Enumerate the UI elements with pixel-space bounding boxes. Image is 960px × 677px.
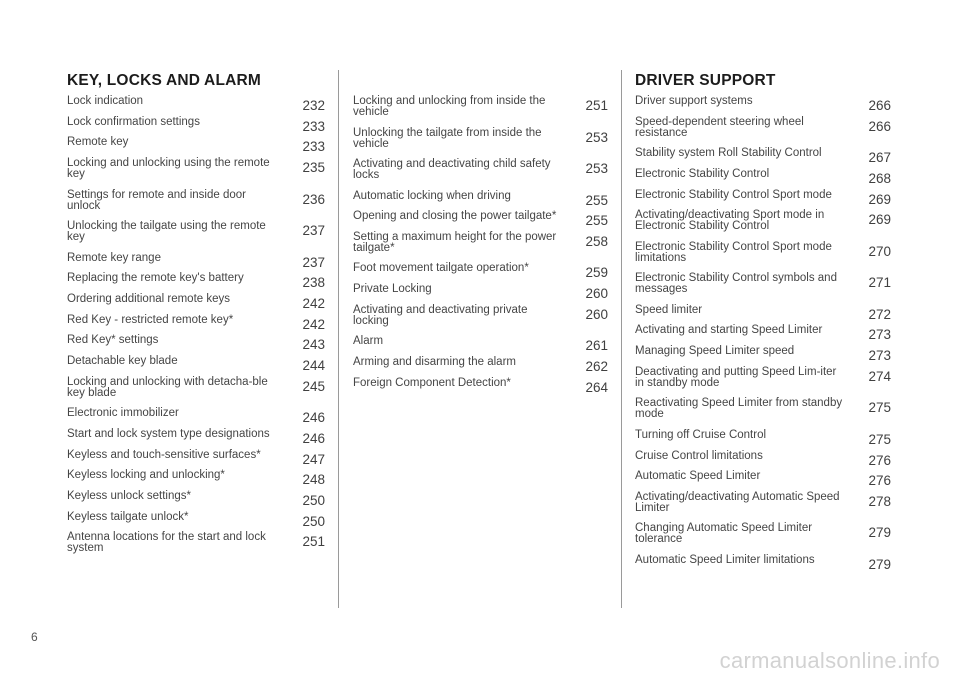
toc-entry-page: 268 bbox=[868, 170, 891, 186]
toc-entry[interactable] bbox=[67, 470, 325, 491]
toc-entry-page: 267 bbox=[868, 150, 891, 166]
toc-entry-title: Setting a maximum height for the power tailgate* bbox=[353, 230, 557, 254]
toc-entry-page: 270 bbox=[868, 243, 891, 259]
toc-entry-page: 242 bbox=[302, 295, 325, 311]
toc-entry-page: 250 bbox=[302, 492, 325, 508]
toc-entry[interactable] bbox=[67, 491, 325, 512]
toc-entry-page: 255 bbox=[585, 192, 608, 208]
toc-entry-title: Arming and disarming the alarm bbox=[353, 355, 516, 368]
toc-entry-title: Activating/deactivating Automatic Speed Limiter bbox=[635, 490, 840, 514]
toc-entry[interactable] bbox=[635, 96, 891, 117]
toc-entry[interactable] bbox=[635, 430, 891, 451]
toc-entry[interactable] bbox=[635, 117, 891, 149]
toc-entry-page: 251 bbox=[585, 98, 608, 113]
toc-entry-page: 276 bbox=[868, 452, 891, 468]
toc-entry-title: Deactivating and putting Speed Lim-iter in standby mode bbox=[635, 365, 837, 389]
toc-entry-title: Opening and closing the power tailgate* bbox=[353, 210, 557, 223]
toc-entry-title: Replacing the remote key's battery bbox=[67, 272, 244, 285]
toc-entry-title: Electronic immobilizer bbox=[67, 407, 179, 420]
toc-entry[interactable] bbox=[353, 357, 608, 378]
toc-entry-title: Settings for remote and inside door unlock bbox=[67, 188, 246, 212]
toc-entry-page: 245 bbox=[302, 378, 325, 394]
toc-entry-page: 271 bbox=[868, 275, 891, 291]
toc-entry-page: 236 bbox=[302, 191, 325, 207]
toc-entry[interactable] bbox=[67, 221, 325, 253]
toc-entry-title: Automatic Speed Limiter bbox=[635, 470, 761, 483]
toc-entry[interactable] bbox=[353, 336, 608, 357]
toc-entry-title: Turning off Cruise Control bbox=[635, 428, 767, 441]
toc-entry[interactable] bbox=[635, 242, 891, 274]
toc-entry-page: 248 bbox=[302, 472, 325, 488]
toc-entry[interactable] bbox=[67, 96, 325, 117]
toc-entry[interactable] bbox=[635, 325, 891, 346]
toc-entry-page: 242 bbox=[302, 316, 325, 332]
toc-list bbox=[635, 96, 891, 576]
section-heading-driver-support: DRIVER SUPPORT bbox=[635, 72, 776, 89]
toc-entry[interactable] bbox=[635, 148, 891, 169]
toc-entry-page: 273 bbox=[868, 327, 891, 343]
toc-entry[interactable] bbox=[67, 408, 325, 429]
column-divider bbox=[338, 70, 339, 608]
toc-entry[interactable] bbox=[67, 377, 325, 409]
toc-entry-title: Unlocking the tailgate using the remote key bbox=[67, 220, 266, 244]
toc-entry[interactable] bbox=[635, 492, 891, 524]
toc-entry[interactable] bbox=[353, 305, 608, 337]
toc-entry-title: Locking and unlocking from inside the vehicle bbox=[353, 95, 546, 118]
toc-entry-title: Speed-dependent steering wheel resistance bbox=[635, 115, 804, 139]
toc-entry-title: Lock confirmation settings bbox=[67, 115, 200, 128]
toc-entry-title: Automatic Speed Limiter limitations bbox=[635, 553, 815, 566]
toc-entry-title: Locking and unlocking using the remote key bbox=[67, 157, 270, 181]
toc-entry-page: 262 bbox=[585, 358, 608, 374]
toc-entry[interactable] bbox=[635, 190, 891, 211]
toc-entry[interactable] bbox=[635, 169, 891, 190]
toc-entry-page: 266 bbox=[868, 98, 891, 113]
toc-entry[interactable] bbox=[67, 137, 325, 158]
toc-entry[interactable] bbox=[67, 429, 325, 450]
toc-entry-page: 258 bbox=[585, 233, 608, 249]
toc-entry[interactable] bbox=[635, 451, 891, 472]
toc-entry-title: Antenna locations for the start and lock system bbox=[67, 531, 266, 555]
toc-entry-title: Ordering additional remote keys bbox=[67, 292, 230, 305]
toc-entry[interactable] bbox=[353, 159, 608, 191]
toc-entry-page: 269 bbox=[868, 191, 891, 207]
toc-entry-page: 269 bbox=[868, 212, 891, 228]
toc-entry[interactable] bbox=[67, 335, 325, 356]
toc-entry-title: Driver support systems bbox=[635, 95, 753, 107]
toc-entry-title: Keyless unlock settings* bbox=[67, 489, 192, 502]
column-divider bbox=[621, 70, 622, 608]
toc-entry-page: 264 bbox=[585, 379, 608, 395]
toc-entry-page: 274 bbox=[868, 368, 891, 384]
toc-entry[interactable] bbox=[353, 128, 608, 160]
toc-entry-title: Red Key* settings bbox=[67, 334, 159, 347]
toc-entry-title: Foreign Component Detection* bbox=[353, 376, 511, 389]
toc-entry-title: Keyless tailgate unlock* bbox=[67, 510, 189, 523]
toc-entry[interactable] bbox=[353, 232, 608, 264]
toc-entry-title: Electronic Stability Control Sport mode limitations bbox=[635, 240, 832, 264]
toc-entry-title: Electronic Stability Control Sport mode bbox=[635, 188, 832, 201]
toc-entry-title: Electronic Stability Control bbox=[635, 167, 770, 180]
toc-entry[interactable] bbox=[67, 315, 325, 336]
toc-entry[interactable] bbox=[635, 346, 891, 367]
toc-entry-title: Speed limiter bbox=[635, 303, 703, 316]
watermark: carmanualsonline.info bbox=[719, 648, 940, 673]
toc-entry-page: 232 bbox=[302, 98, 325, 113]
toc-entry[interactable] bbox=[353, 96, 608, 128]
toc-entry-title: Remote key bbox=[67, 136, 129, 149]
toc-list bbox=[67, 96, 325, 564]
toc-entry-page: 275 bbox=[868, 400, 891, 416]
toc-entry-page: 276 bbox=[868, 473, 891, 489]
toc-entry[interactable] bbox=[67, 294, 325, 315]
toc-entry[interactable] bbox=[635, 305, 891, 326]
toc-entry[interactable] bbox=[67, 512, 325, 533]
toc-entry-title: Private Locking bbox=[353, 283, 432, 296]
toc-entry-page: 243 bbox=[302, 337, 325, 353]
toc-entry-page: 279 bbox=[868, 556, 891, 572]
toc-entry-page: 261 bbox=[585, 338, 608, 354]
toc-entry-page: 235 bbox=[302, 160, 325, 176]
toc-entry-title: Keyless and touch-sensitive surfaces* bbox=[67, 448, 261, 461]
toc-entry-title: Reactivating Speed Limiter from standby mode bbox=[635, 397, 843, 421]
toc-entry-page: 233 bbox=[302, 118, 325, 134]
toc-entry-page: 260 bbox=[585, 306, 608, 322]
toc-entry[interactable] bbox=[67, 273, 325, 294]
toc-entry-page: 246 bbox=[302, 410, 325, 426]
toc-entry-title: Detachable key blade bbox=[67, 355, 178, 367]
toc-entry-title: Stability system Roll Stability Control bbox=[635, 147, 822, 160]
toc-entry[interactable] bbox=[67, 532, 325, 564]
toc-entry-page: 253 bbox=[585, 161, 608, 176]
toc-entry-page: 272 bbox=[868, 306, 891, 322]
toc-entry[interactable] bbox=[635, 471, 891, 492]
toc-entry[interactable] bbox=[635, 367, 891, 399]
toc-entry[interactable] bbox=[353, 211, 608, 232]
toc-entry-page: 244 bbox=[302, 358, 325, 373]
toc-entry-title: Activating and starting Speed Limiter bbox=[635, 324, 823, 337]
toc-entry-title: Managing Speed Limiter speed bbox=[635, 345, 795, 358]
toc-entry[interactable] bbox=[635, 523, 891, 555]
toc-entry-page: 259 bbox=[585, 265, 608, 281]
toc-entry-title: Lock indication bbox=[67, 95, 144, 107]
toc-entry-page: 233 bbox=[302, 139, 325, 155]
toc-entry-page: 237 bbox=[302, 254, 325, 270]
toc-entry[interactable] bbox=[67, 253, 325, 274]
toc-entry-title: Activating and deactivating child safety locks bbox=[353, 158, 551, 181]
toc-entry[interactable] bbox=[67, 450, 325, 471]
toc-entry-page: 237 bbox=[302, 223, 325, 239]
toc-entry-title: Changing Automatic Speed Limiter tolerance bbox=[635, 522, 813, 546]
toc-entry[interactable] bbox=[67, 158, 325, 190]
toc-entry[interactable] bbox=[67, 356, 325, 377]
toc-entry-title: Electronic Stability Control symbols and messages bbox=[635, 272, 837, 296]
toc-entry-title: Activating/deactivating Sport mode in Electronic Stability Control bbox=[635, 209, 825, 233]
toc-entry-page: 253 bbox=[585, 129, 608, 145]
toc-entry-page: 273 bbox=[868, 348, 891, 364]
toc-entry-title: Automatic locking when driving bbox=[353, 189, 511, 202]
toc-entry-page: 279 bbox=[868, 525, 891, 541]
toc-entry-page: 247 bbox=[302, 451, 325, 467]
toc-entry[interactable] bbox=[353, 378, 608, 399]
toc-entry-title: Activating and deactivating private locking bbox=[353, 303, 528, 327]
toc-entry[interactable] bbox=[353, 263, 608, 284]
section-heading-key-locks-alarm: KEY, LOCKS AND ALARM bbox=[67, 72, 262, 89]
toc-entry[interactable] bbox=[67, 190, 325, 222]
toc-entry-title: Remote key range bbox=[67, 251, 161, 264]
toc-entry[interactable] bbox=[635, 398, 891, 430]
toc-entry-page: 246 bbox=[302, 430, 325, 446]
toc-entry[interactable] bbox=[635, 555, 891, 576]
toc-entry[interactable] bbox=[353, 191, 608, 212]
toc-entry-page: 251 bbox=[302, 534, 325, 550]
toc-entry-page: 250 bbox=[302, 513, 325, 529]
toc-entry[interactable] bbox=[635, 273, 891, 305]
toc-entry[interactable] bbox=[353, 284, 608, 305]
toc-entry-title: Locking and unlocking with detacha-ble key blade bbox=[67, 375, 268, 399]
toc-entry-title: Unlocking the tailgate from inside the vehicle bbox=[353, 126, 542, 150]
toc-entry[interactable] bbox=[635, 210, 891, 242]
toc-entry-title: Keyless locking and unlocking* bbox=[67, 469, 225, 482]
toc-entry-page: 275 bbox=[868, 431, 891, 447]
toc-entry-title: Cruise Control limitations bbox=[635, 449, 763, 462]
page-number: 6 bbox=[31, 630, 38, 644]
toc-entry-title: Foot movement tailgate operation* bbox=[353, 262, 529, 275]
toc-entry-page: 278 bbox=[868, 493, 891, 509]
toc-entry-page: 266 bbox=[868, 118, 891, 134]
toc-list bbox=[353, 96, 608, 398]
toc-entry-title: Red Key - restricted remote key* bbox=[67, 313, 234, 326]
toc-entry[interactable] bbox=[67, 117, 325, 138]
toc-entry-title: Start and lock system type designations bbox=[67, 427, 270, 440]
toc-entry-page: 260 bbox=[585, 286, 608, 302]
toc-entry-page: 255 bbox=[585, 213, 608, 229]
toc-entry-page: 238 bbox=[302, 275, 325, 291]
toc-entry-title: Alarm bbox=[353, 335, 384, 348]
